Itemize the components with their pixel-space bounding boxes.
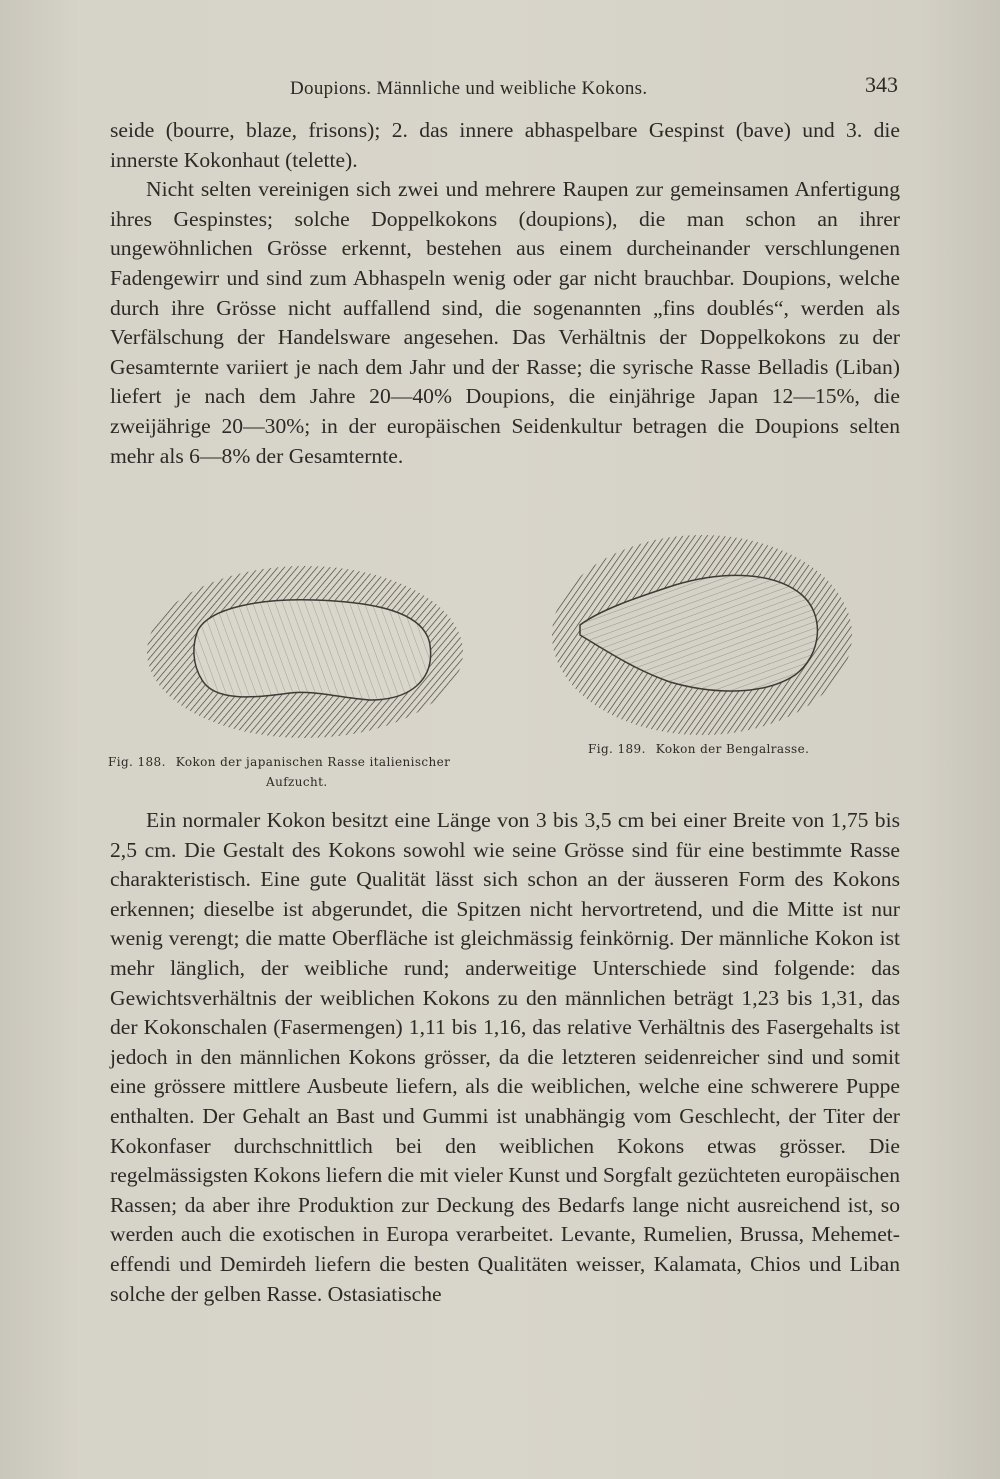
paragraph-normal-cocoon: Ein normaler Kokon besitzt eine Länge von 3 bis 3,5 cm bei einer Breite von 1,75 bis 2,5 cm. Die Gestalt des Kokons sowohl wie seine Grösse sind für eine bestimmte Rasse charakteristisch. Eine gute Qualität lässt sich schon an der äusseren Form des Kokons erkennen; dieselbe ist abgerundet, die Spitzen nicht hervortretend, und die Mitte ist nur wenig verengt; die matte Oberfläche ist gleichmässig feinkörnig. Der männliche Kokon ist mehr länglich, der weibliche rund; anderweitige Unterschiede sind folgende: das Gewichtsverhältnis der weiblichen Kokons zu den männlichen beträgt 1,23 bis 1,31, das der Kokonschalen (Fasermengen) 1,11 bis 1,16, das relative Verhältnis des Fasergehalts ist jedoch in den männlichen Kokons grösser, da die letzteren seidenreicher sind und somit eine grössere mittlere Ausbeute liefern, als die weiblichen, welche eine schwerere Puppe enthalten. Der Gehalt an Bast und Gummi ist unabhängig vom Geschlecht, der Titer der Kokonfaser durchschnittlich bei den weiblichen Kokons etwas grösser. Die regelmässigsten Kokons liefern die mit vieler Kunst und Sorgfalt gezüchteten europäischen Rassen; da aber ihre Produktion zur Deckung des Bedarfs lange nicht ausreichend ist, so werden auch die exotischen in Europa verarbeitet. Levante, Rumelien, Brussa, Mehemet-effendi und Demirdeh liefern die besten Qualitäten weisser, Kalamata, Chios und Liban solche der gelben Rasse. Ostasiatische: [110, 808, 900, 1306]
page-number: 343: [865, 72, 898, 97]
text-block-top: [110, 116, 900, 471]
paragraph-continued: seide (bourre, blaze, frisons); 2. das innere abhaspelbare Gespinst (bave) und 3. die innerste Kokonhaut (telette).: [110, 118, 900, 172]
caption-text: Kokon der Bengalrasse.: [655, 742, 810, 756]
figure-number: Fig. 189.: [588, 742, 646, 756]
caption-text-line1: Kokon der japanischen Rasse italienischer: [175, 755, 451, 769]
running-title: Doupions. Männliche und weibliche Kokons.: [290, 78, 648, 99]
running-header: [110, 70, 910, 102]
figure-188-caption: [108, 752, 508, 792]
text-block-bottom: [110, 806, 900, 1309]
caption-text-line2: Aufzucht.: [266, 775, 328, 789]
figure-number: Fig. 188.: [108, 755, 166, 769]
figure-189-cocoon-illustration: [540, 530, 860, 740]
figure-189-caption: [588, 742, 809, 756]
figure-188-cocoon-illustration: [140, 560, 470, 760]
paragraph-doupions: Nicht selten vereinigen sich zwei und mehrere Raupen zur gemeinsamen Anfertigung ihres Gespinstes; solche Doppelkokons (doupions), die man schon an ihrer ungewöhnlichen Grösse erkennt, bestehen aus einem durcheinander verschlungenen Fadengewirr und sind zum Abhaspeln wenig oder gar nicht brauchbar. Doupions, welche durch ihre Grösse nicht auffallend sind, die sogenannten „fins doublés“, werden als Verfälschung der Handelsware angesehen. Das Verhältnis der Doppelkokons zu der Gesamternte variiert je nach dem Jahr und der Rasse; die syrische Rasse Belladis (Liban) liefert je nach dem Jahre 20—40% Doupions, die einjährige Japan 12—15%, die zweijährige 20—30%; in der europäischen Seidenkultur betragen die Doupions selten mehr als 6—8% der Gesamternte.: [110, 177, 900, 468]
